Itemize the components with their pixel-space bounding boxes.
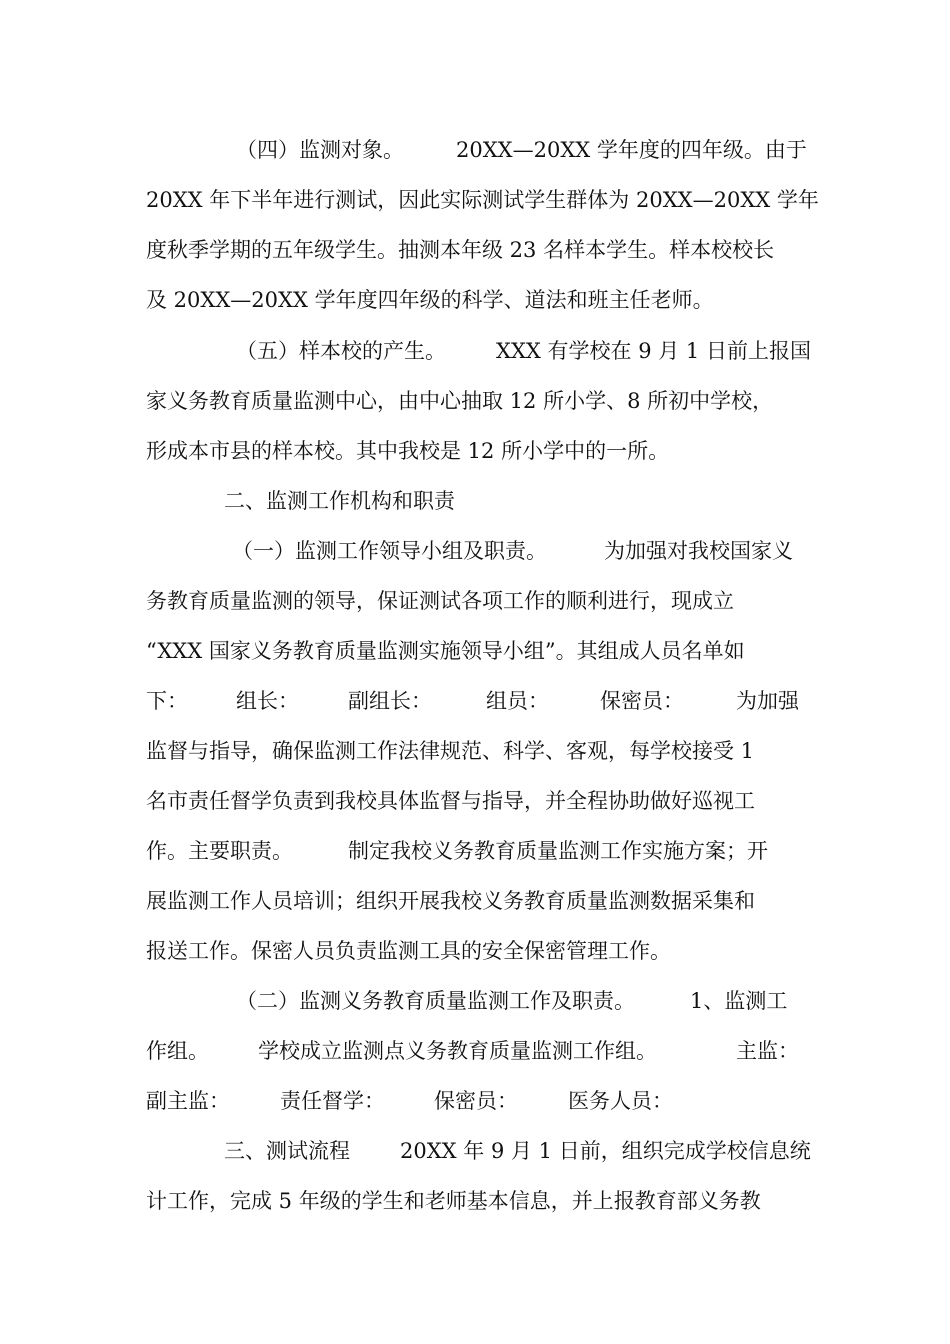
text-segment: 副组长： (348, 689, 432, 713)
text-segment: 报送工作。保密人员负责监测工具的安全保密管理工作。 (146, 939, 671, 963)
text-segment: 作。主要职责。 (146, 839, 293, 863)
text-line (0, 282, 950, 318)
text-line (0, 983, 950, 1019)
text-segment: 组长： (236, 689, 299, 713)
text-segment: 展监测工作人员培训；组织开展我校义务教育质量监测数据采集和 (146, 889, 755, 913)
text-line (0, 182, 950, 218)
text-segment: 保密员： (600, 689, 684, 713)
text-line (0, 783, 950, 819)
text-segment: 20XX 年 9 月 1 日前，组织完成学校信息统 (400, 1139, 811, 1163)
text-segment: 学校成立监测点义务教育质量监测工作组。 (258, 1039, 657, 1063)
text-segment: 下： (146, 689, 188, 713)
text-segment: “XXX 国家义务教育质量监测实施领导小组”。其组成人员名单如 (146, 639, 745, 663)
text-segment: 及 20XX—20XX 学年度四年级的科学、道法和班主任老师。 (146, 288, 714, 312)
text-segment: 二、监测工作机构和职责 (224, 489, 455, 513)
section-heading (0, 483, 950, 519)
text-segment: 保密员： (434, 1089, 518, 1113)
text-segment: 三、测试流程 (224, 1139, 350, 1163)
text-line (0, 132, 950, 168)
text-line (0, 883, 950, 919)
text-segment: 1、监测工 (690, 989, 788, 1013)
text-line (0, 1033, 950, 1069)
text-segment: 名市责任督学负责到我校具体监督与指导，并全程协助做好巡视工 (146, 789, 755, 813)
text-segment: 作组。 (146, 1039, 209, 1063)
text-line (0, 433, 950, 469)
text-segment: （五）样本校的产生。 (236, 339, 446, 363)
text-segment: （二）监测义务教育质量监测工作及职责。 (236, 989, 635, 1013)
section-heading (0, 1133, 950, 1169)
text-segment: 组员： (486, 689, 549, 713)
text-segment: 监督与指导，确保监测工作法律规范、科学、客观，每学校接受 1 (146, 739, 755, 763)
text-segment: 医务人员： (568, 1089, 673, 1113)
text-line (0, 633, 950, 669)
text-line (0, 583, 950, 619)
text-segment: （一）监测工作领导小组及职责。 (232, 539, 547, 563)
text-segment: （四）监测对象。 (236, 138, 404, 162)
text-line (0, 232, 950, 268)
text-line (0, 533, 950, 569)
text-segment: 务教育质量监测的领导，保证测试各项工作的顺利进行，现成立 (146, 589, 734, 613)
text-segment: 主监： (736, 1039, 799, 1063)
text-segment: 计工作，完成 5 年级的学生和老师基本信息，并上报教育部义务教 (146, 1189, 761, 1213)
text-segment: 20XX 年下半年进行测试，因此实际测试学生群体为 20XX—20XX 学年 (146, 188, 819, 212)
text-line (0, 733, 950, 769)
text-segment: 为加强 (736, 689, 799, 713)
text-segment: 为加强对我校国家义 (604, 539, 793, 563)
text-segment: 20XX—20XX 学年度的四年级。由于 (456, 138, 807, 162)
text-segment: 责任督学： (280, 1089, 385, 1113)
text-line (0, 383, 950, 419)
text-segment: 形成本市县的样本校。其中我校是 12 所小学中的一所。 (146, 439, 670, 463)
text-segment: XXX 有学校在 9 月 1 日前上报国 (496, 339, 811, 363)
text-line (0, 1083, 950, 1119)
text-line (0, 333, 950, 369)
text-segment: 副主监： (146, 1089, 230, 1113)
text-line (0, 833, 950, 869)
text-line (0, 933, 950, 969)
text-segment: 家义务教育质量监测中心，由中心抽取 12 所小学、8 所初中学校， (146, 389, 774, 413)
text-line (0, 1183, 950, 1219)
text-segment: 度秋季学期的五年级学生。抽测本年级 23 名样本学生。样本校校长 (146, 238, 775, 262)
text-line (0, 683, 950, 719)
text-segment: 制定我校义务教育质量监测工作实施方案；开 (348, 839, 768, 863)
